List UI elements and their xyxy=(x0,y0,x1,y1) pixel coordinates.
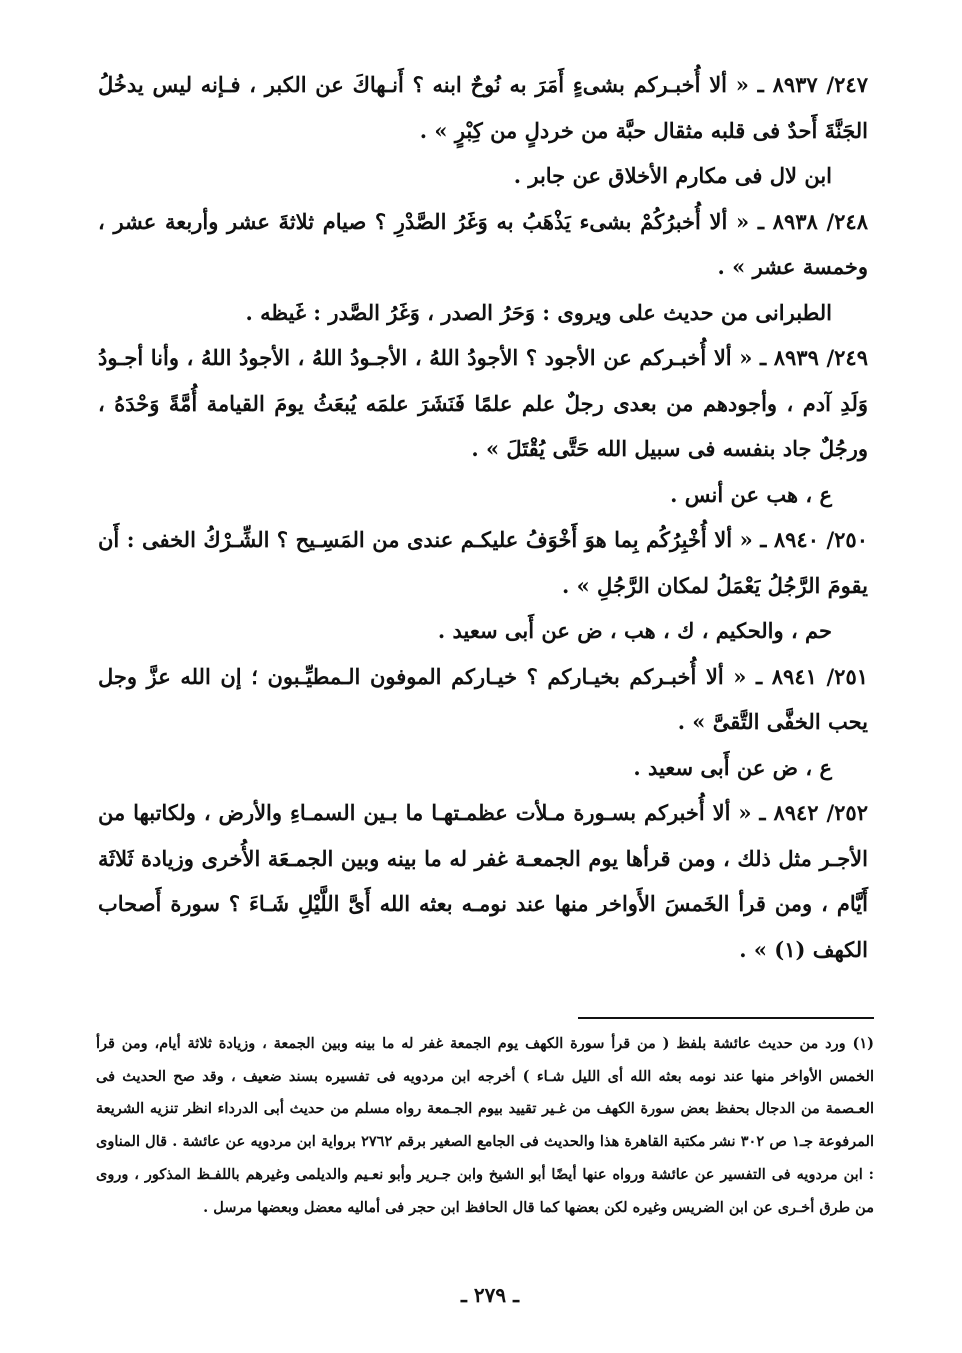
hadith-entry-249: ٢٤٩/ ٨٩٣٩ ـ « ألا أُخبـركم عن الأجود ؟ الأجودُ اللهُ ، الأجـودُ اللهُ ، الأجودُ اللهُ ، وأنا أجـودُ وَلَدِ آدم ، وأجودهم من بعدى رجلٌ علم علمًا فَنَشَرَ علمَه يُبعَثُ يومَ القيامة أُمَّةً وَحْدَهُ ، ورجُلٌ جاد بنفسه فى سبيل الله حَتَّى يُقْتَلَ » . xyxy=(98,345,868,461)
hadith-source-247: ابن لال فى مكارم الأخلاق عن جابر . xyxy=(513,163,832,188)
page-number: ـ ٢٧٩ ـ xyxy=(461,1283,519,1307)
hadith-source-250: حم ، والحكيم ، ك ، هب ، ض عن أَبى سعيد . xyxy=(437,618,832,643)
footnotes xyxy=(96,1028,874,1224)
hadith-source-248: الطبرانى من حديث على ويروى : وَحَرُ الصدر ، وَغَرُ الصَّدر : غَيظه . xyxy=(245,299,832,325)
hadith-entry-251: ٢٥١/ ٨٩٤١ ـ « ألا أُخبـركم بخيـاركم ؟ خيـاركم الموفون الـمطيِّـبون ؛ إن الله عزَّ وجل يحب الخفَّى التَّقىَّ » . xyxy=(98,663,869,734)
hadith-entry-252: ٢٥٢/ ٨٩٤٢ ـ « ألا أُخبركم بسـورة مـلأت عظمـتهـا ما بـين السمـاءِ والأرض ، ولكاتبها من الأجـر مثل ذلك ، ومن قرأها يوم الجمعـة غفر له ما بينه وبين الجمـعَة الأُخرى وزيادة ثَلاثَة أَيَّام ، ومن قرأ الخَمسَ الأَواخر منها عند نومـه بعثه الله أَىَّ اللَّيْلِ شَـاءَ ؟ سورة أَصحاب الكهف (١) » . xyxy=(98,800,868,962)
hadith-entry-250: ٢٥٠/ ٨٩٤٠ ـ « ألا أُخْبِرُكُم بِما هوَ أَخْوَفُ عليكـم عندى من المَسِـيح ؟ الشِّـرْكُ الخفى : أَن يقومَ الرَّجُلُ يَعْمَلُ لمكان الرَّجُلِ » . xyxy=(98,527,868,598)
hadith-entry-247: ٢٤٧/ ٨٩٣٧ ـ « ألا أُخبـركم بشىءٍ أَمَرَ به نُوحٌ ابنه ؟ أَنـهاكَ عن الكبر ، فـإنه ليس يدخُلُ الجَنَّةَ أَحدٌ فى قلبه مثقال حبَّة من خردلٍ من كِبْرٍ » . xyxy=(98,72,868,143)
footnote-1: (١) ورد من حديث عائشة بلفظ ( من قرأ سورة الكهف يوم الجمعة غفر له ما بينه وبين الجمعة ، وزيادة ثلاثة أيام، ومن قرأ الخمس الأواخر منها عند نومه بعثه الله أى الليل شـاء ) أخرجه ابن مردويه فى تفسيره بسند ضعيف ، وقد صح الحديث فى العـصمة من الدجال بحفظ بعض سورة الكهف من غـير تقييد بيوم الجـمعة رواه مسلم من حديث أبى الدرداء انظر تنزيه الشريعة المرفوعة جـ١ ص ٣٠٢ نشر مكتبة القاهرة هذا والحديث فى الجامع الصغير برقم ٢٧٦٢ برواية ابن مردويه عن عائشة . قال المناوى : ابن مردويه فى التفسير عن عائشة ورواه عنها أيضًا أبو الشيخ وابن جـرير وأبو نعـيم والديلمى وغيرهم باللفـظ المذكور ، وروى من طرق أخـرى عن ابن الضريس وغيره لكن بعضها كما قال الحافظ ابن حجر فى أماليه معضل وبعضها مرسل . xyxy=(96,1035,874,1216)
footnote-divider xyxy=(578,1017,874,1019)
hadith-source-251: ع ، ض عن أَبى سعيد . xyxy=(633,754,832,780)
hadith-source-249: ع ، هب عن أنس . xyxy=(670,481,832,507)
main-text xyxy=(98,62,868,972)
hadith-entry-248: ٢٤٨/ ٨٩٣٨ ـ « ألا أُخبرُكُمْ بشىء يَذْهَبُ به وَغَرُ الصَّدْرِ ؟ صيام ثلاثةَ عشر وأربعة عشر ، وخمسة عشر » . xyxy=(98,208,868,279)
